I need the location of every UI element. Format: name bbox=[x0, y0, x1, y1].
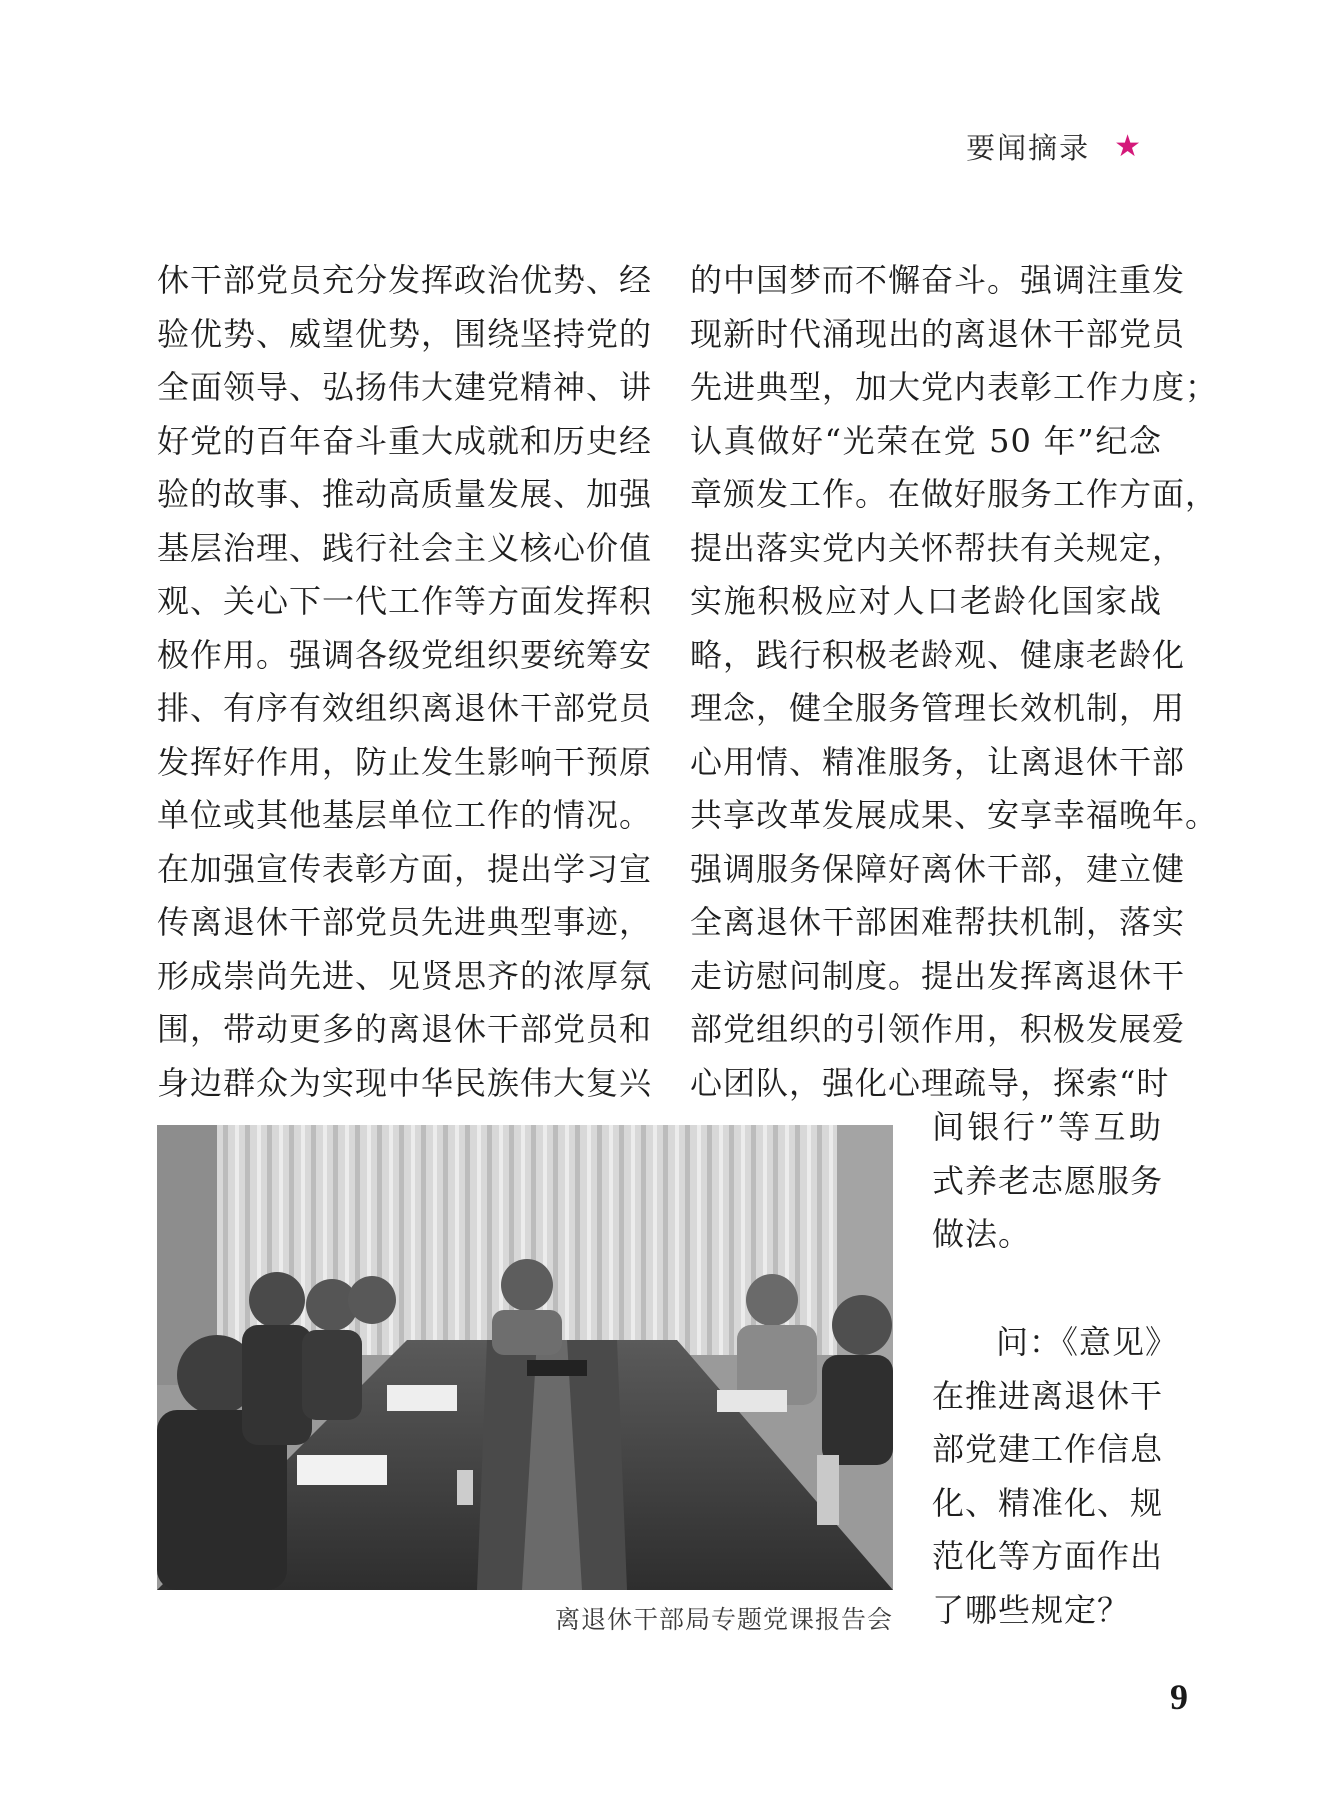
text-line: 范化等方面作出 bbox=[932, 1537, 1164, 1575]
text-line: 在推进离退休干 bbox=[932, 1376, 1164, 1415]
text-line: 化、精准化、规 bbox=[932, 1483, 1164, 1522]
text-line: 部党组织的引领作用，积极发展爱 bbox=[690, 1010, 1186, 1048]
star-icon: ★ bbox=[1114, 129, 1143, 164]
text-line: 共享改革发展成果、安享幸福晚年。 bbox=[690, 796, 1219, 834]
text-line: 单位或其他基层单位工作的情况。 bbox=[157, 796, 653, 834]
text-line: 传离退休干部党员先进典型事迹， bbox=[157, 903, 653, 941]
text-line: 部党建工作信息 bbox=[932, 1430, 1164, 1468]
text-line: 提出落实党内关怀帮扶有关规定， bbox=[690, 528, 1186, 567]
text-line: 验的故事、推动高质量发展、加强 bbox=[157, 475, 653, 513]
text-line: 做法。 bbox=[932, 1215, 1032, 1253]
text-line: 理念，健全服务管理长效机制，用 bbox=[690, 689, 1186, 727]
text-line: 极作用。强调各级党组织要统筹安 bbox=[157, 635, 653, 674]
section-header bbox=[966, 126, 1143, 167]
text-line: 认真做好“光荣在党 50 年”纪念 bbox=[690, 421, 1162, 460]
text-line: 的中国梦而不懈奋斗。强调注重发 bbox=[690, 261, 1186, 299]
text-line: 先进典型，加大党内表彰工作力度； bbox=[690, 368, 1219, 406]
text-line: 略，践行积极老龄观、健康老龄化 bbox=[690, 635, 1186, 674]
text-line: 全离退休干部困难帮扶机制，落实 bbox=[690, 903, 1186, 941]
text-line: 发挥好作用，防止发生影响干预原 bbox=[157, 742, 653, 781]
meeting-photo bbox=[157, 1125, 893, 1590]
page-number: 9 bbox=[1170, 1677, 1188, 1717]
text-line: 强调服务保障好离休干部，建立健 bbox=[690, 849, 1186, 888]
text-line: 围，带动更多的离退休干部党员和 bbox=[157, 1010, 653, 1048]
text-line: 全面领导、弘扬伟大建党精神、讲 bbox=[157, 368, 653, 406]
text-line: 实施积极应对人口老龄化国家战 bbox=[690, 582, 1162, 620]
photo-caption: 离退休干部局专题党课报告会 bbox=[554, 1605, 893, 1634]
text-line: 式养老志愿服务 bbox=[932, 1161, 1164, 1200]
text-line: 形成崇尚先进、见贤思齐的浓厚氛 bbox=[157, 956, 653, 995]
text-line: 休干部党员充分发挥政治优势、经 bbox=[157, 261, 653, 299]
left-text-column bbox=[157, 254, 653, 1110]
text-line: 间银行”等互助 bbox=[932, 1108, 1162, 1146]
text-line: 问：《意见》 bbox=[996, 1323, 1179, 1361]
right-text-column bbox=[690, 254, 1219, 1110]
text-line: 排、有序有效组织离退休干部党员 bbox=[157, 689, 653, 727]
text-line: 走访慰问制度。提出发挥离退休干 bbox=[690, 956, 1186, 995]
text-line: 心用情、精准服务，让离退休干部 bbox=[690, 742, 1186, 781]
text-line: 验优势、威望优势，围绕坚持党的 bbox=[157, 314, 653, 353]
question-paragraph bbox=[932, 1316, 1179, 1637]
text-line: 心团队，强化心理疏导，探索“时 bbox=[690, 1063, 1170, 1102]
text-line: 在加强宣传表彰方面，提出学习宣 bbox=[157, 849, 653, 888]
text-line: 了哪些规定？ bbox=[932, 1590, 1131, 1629]
text-line: 好党的百年奋斗重大成就和历史经 bbox=[157, 421, 653, 460]
text-line: 基层治理、践行社会主义核心价值 bbox=[157, 528, 653, 567]
text-line: 身边群众为实现中华民族伟大复兴 bbox=[157, 1063, 653, 1102]
text-line: 章颁发工作。在做好服务工作方面， bbox=[690, 475, 1219, 513]
text-line: 现新时代涌现出的离退休干部党员 bbox=[690, 314, 1186, 353]
section-title: 要闻摘录 bbox=[966, 131, 1091, 165]
text-line: 观、关心下一代工作等方面发挥积 bbox=[157, 582, 653, 620]
right-text-continuation bbox=[932, 1101, 1162, 1262]
